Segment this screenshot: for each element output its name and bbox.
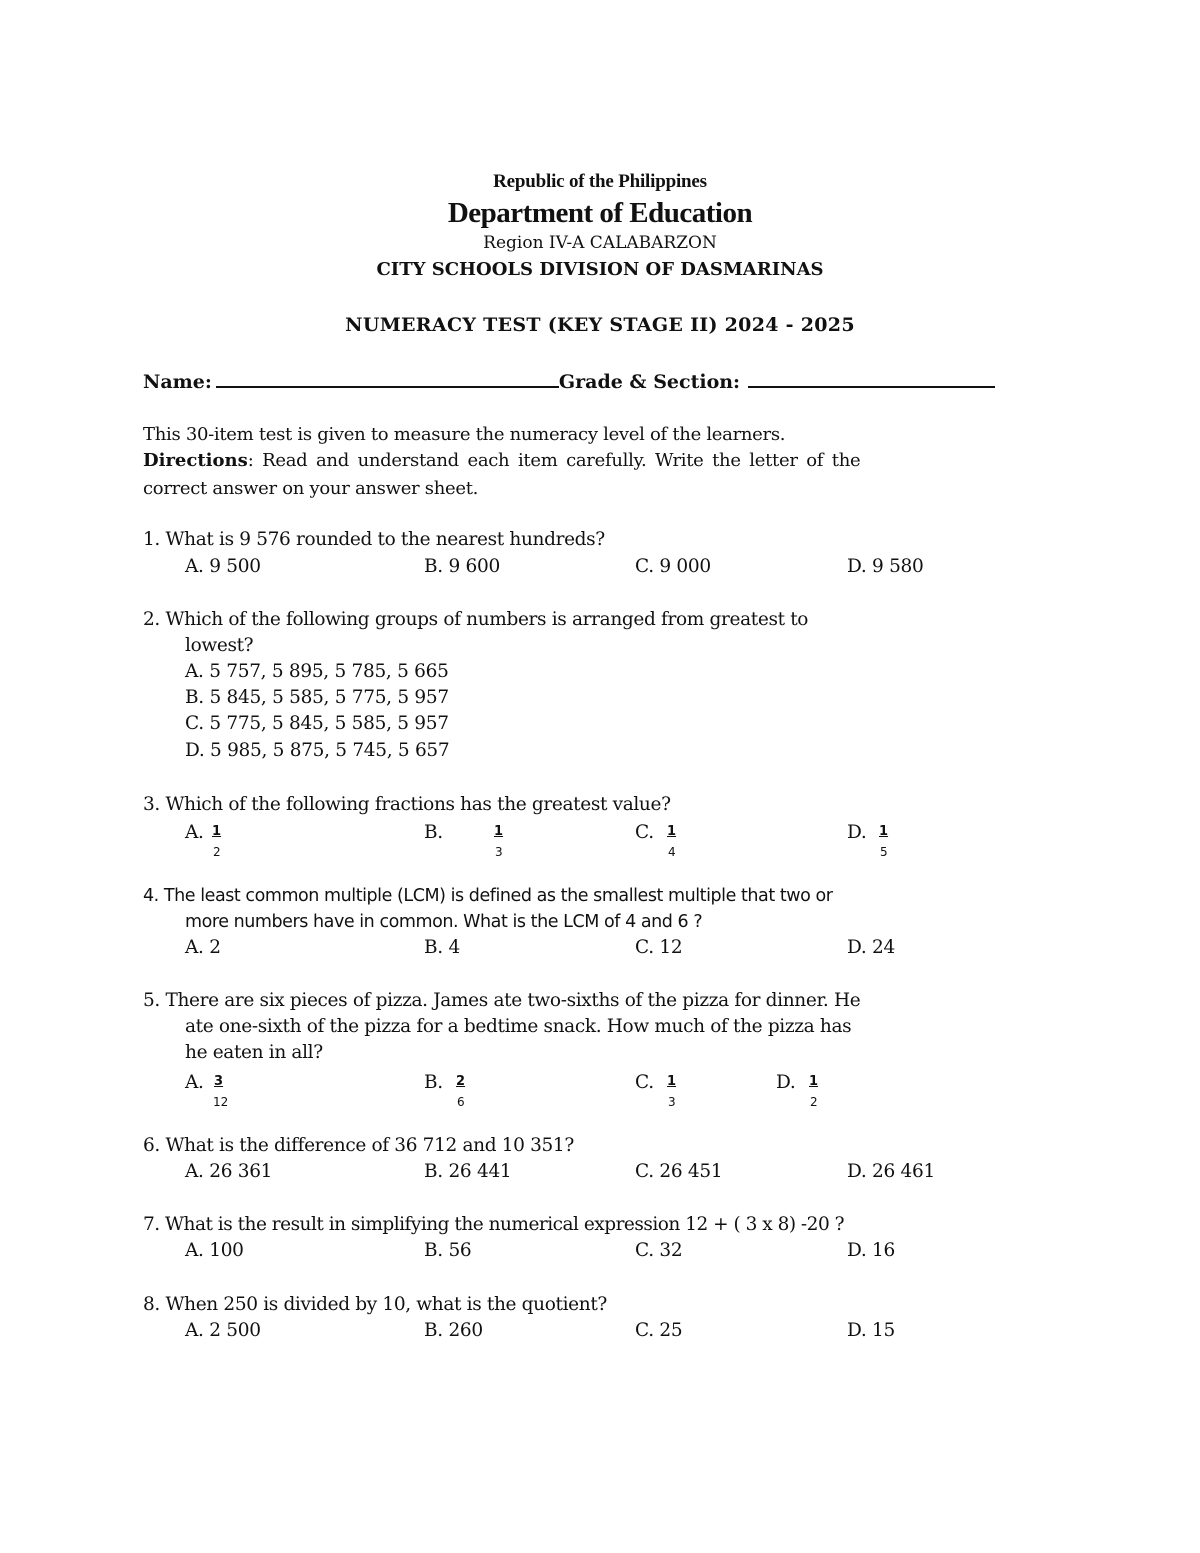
q3-option-b-numerator: 1 — [494, 824, 504, 839]
q4-option-b: B. 4 — [424, 937, 460, 958]
division-heading: CITY SCHOOLS DIVISION OF DASMARINAS — [376, 259, 824, 280]
directions-text-2: correct answer on your answer sheet. — [143, 478, 479, 499]
q4-option-c: C. 12 — [635, 937, 683, 958]
q5-option-a-numerator: 3 — [214, 1074, 224, 1089]
q2-option-d: D. 5 985, 5 875, 5 745, 5 657 — [185, 740, 450, 761]
q5-option-b-numerator: 2 — [456, 1074, 466, 1089]
q3-option-d-numerator: 1 — [879, 824, 889, 839]
q5-option-d-label: D. — [776, 1072, 796, 1093]
q4-option-a: A. 2 — [185, 937, 221, 958]
q5-option-c-numerator: 1 — [667, 1074, 677, 1089]
q3-option-c-label: C. — [635, 822, 654, 843]
q5-option-c-label: C. — [635, 1072, 654, 1093]
q6-option-c: C. 26 451 — [635, 1161, 723, 1182]
question-7: 7. What is the result in simplifying the numerical expression 12 + ( 3 x 8) -20 ? — [143, 1214, 845, 1235]
q2-option-a: A. 5 757, 5 895, 5 785, 5 665 — [185, 661, 449, 682]
republic-heading: Republic of the Philippines — [493, 171, 707, 192]
q6-option-a: A. 26 361 — [185, 1161, 273, 1182]
question-1: 1. What is 9 576 rounded to the nearest hundreds? — [143, 529, 605, 550]
q1-option-a: A. 9 500 — [185, 556, 261, 577]
q5-option-d-numerator: 1 — [809, 1074, 819, 1089]
q8-option-a: A. 2 500 — [185, 1320, 261, 1341]
q3-option-d-label: D. — [847, 822, 867, 843]
grade-section-label: Grade & Section: — [558, 371, 741, 393]
q8-option-c: C. 25 — [635, 1320, 683, 1341]
test-title: NUMERACY TEST (KEY STAGE II) 2024 - 2025 — [345, 314, 855, 336]
question-5-line-2: ate one-sixth of the pizza for a bedtime snack. How much of the pizza has — [185, 1016, 852, 1037]
name-blank[interactable] — [216, 368, 559, 388]
q5-option-b-label: B. — [424, 1072, 443, 1093]
q3-option-a-numerator: 1 — [212, 824, 222, 839]
q7-option-d: D. 16 — [847, 1240, 895, 1261]
question-5: 5. There are six pieces of pizza. James ate two-sixths of the pizza for dinner. He — [143, 990, 861, 1011]
q5-option-c-denominator: 3 — [668, 1095, 676, 1109]
question-6: 6. What is the difference of 36 712 and 10 351? — [143, 1135, 574, 1156]
q3-option-a-denominator: 2 — [213, 845, 221, 859]
question-4: 4. The least common multiple (LCM) is defined as the smallest multiple that two or — [143, 886, 833, 906]
q6-option-b: B. 26 441 — [424, 1161, 512, 1182]
directions-label: Directions — [143, 450, 248, 471]
question-2: 2. Which of the following groups of numbers is arranged from greatest to — [143, 609, 809, 630]
name-label: Name: — [143, 371, 212, 393]
q2-option-c: C. 5 775, 5 845, 5 585, 5 957 — [185, 713, 449, 734]
question-2-line-2: lowest? — [185, 635, 254, 656]
q7-option-a: A. 100 — [185, 1240, 244, 1261]
q3-option-c-numerator: 1 — [667, 824, 677, 839]
q3-option-b-denominator: 3 — [495, 845, 503, 859]
q6-option-d: D. 26 461 — [847, 1161, 935, 1182]
department-heading: Department of Education — [447, 197, 753, 229]
q8-option-b: B. 260 — [424, 1320, 483, 1341]
q4-option-d: D. 24 — [847, 937, 895, 958]
question-8: 8. When 250 is divided by 10, what is the quotient? — [143, 1294, 607, 1315]
question-3: 3. Which of the following fractions has the greatest value? — [143, 794, 671, 815]
q5-option-a-denominator: 12 — [213, 1095, 229, 1109]
q8-option-d: D. 15 — [847, 1320, 895, 1341]
intro-text: This 30-item test is given to measure the numeracy level of the learners. — [143, 424, 786, 445]
question-4-line-2: more numbers have in common. What is the LCM of 4 and 6 ? — [185, 912, 703, 932]
q3-option-d-denominator: 5 — [880, 845, 888, 859]
q7-option-b: B. 56 — [424, 1240, 472, 1261]
q1-option-c: C. 9 000 — [635, 556, 711, 577]
q5-option-b-denominator: 6 — [457, 1095, 465, 1109]
question-5-line-3: he eaten in all? — [185, 1042, 323, 1063]
q3-option-c-denominator: 4 — [668, 845, 676, 859]
q7-option-c: C. 32 — [635, 1240, 683, 1261]
grade-section-blank[interactable] — [748, 368, 995, 388]
directions-line — [143, 450, 860, 472]
region-heading: Region IV-A CALABARZON — [483, 233, 717, 253]
q2-option-b: B. 5 845, 5 585, 5 775, 5 957 — [185, 687, 449, 708]
q3-option-b-label: B. — [424, 822, 443, 843]
student-info-line — [143, 368, 995, 393]
q5-option-a-label: A. — [185, 1072, 204, 1093]
q3-option-a-label: A. — [185, 822, 204, 843]
q1-option-d: D. 9 580 — [847, 556, 924, 577]
q5-option-d-denominator: 2 — [810, 1095, 818, 1109]
directions-text: : Read and understand each item carefully. Write the letter of the — [247, 450, 861, 471]
q1-option-b: B. 9 600 — [424, 556, 500, 577]
